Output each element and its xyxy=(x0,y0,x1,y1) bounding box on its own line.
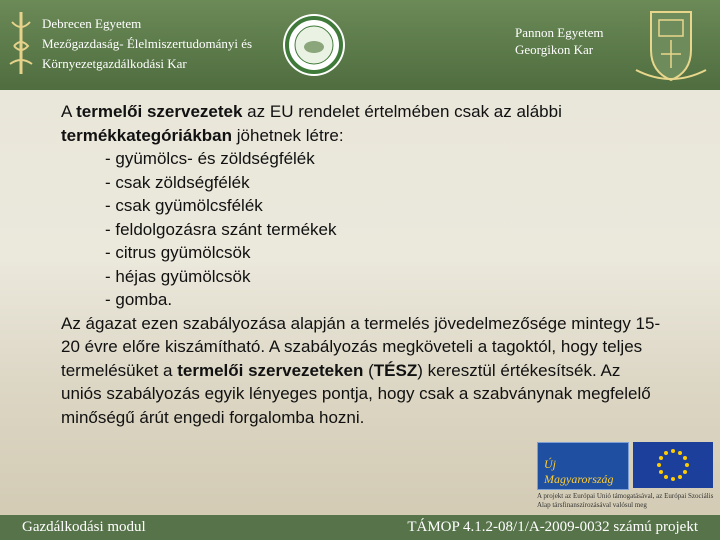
category-item: - gomba. xyxy=(105,290,173,309)
intro-paragraph xyxy=(61,100,661,147)
right-institution-name xyxy=(515,24,603,58)
funding-note: A projekt az Európai Unió támogatásával, az Európai Szociális Alap társfinanszírozásával valósul meg xyxy=(537,492,714,509)
closing-text: ) keresztül értékesítsék. Az uniós szabályozás egyik lényeges pontja, hogy csak a szabványnak megfelelő minőségű árút engedi forgalomba hozni. xyxy=(61,360,651,427)
uj-magyarorszag-text: Új Magyarország xyxy=(544,457,614,486)
slide-body xyxy=(61,100,661,429)
left-institution-line: Debrecen Egyetem xyxy=(42,16,142,31)
category-item: - héjas gyümölcsök xyxy=(105,266,251,286)
category-item: - csak zöldségfélék xyxy=(105,172,250,192)
closing-text: ( xyxy=(363,360,374,380)
closing-paragraph xyxy=(61,312,661,430)
intro-text: A xyxy=(61,102,77,121)
uj-magyarorszag-logo xyxy=(537,442,629,490)
category-item: - citrus gyümölcsök xyxy=(105,243,251,262)
intro-text: az EU rendelet értelmében csak az alábbi xyxy=(242,102,562,121)
closing-bold-text: TÉSZ xyxy=(373,360,418,380)
left-institution-line: Környezetgazdálkodási Kar xyxy=(42,56,187,71)
intro-bold-text: termékkategóriákban xyxy=(61,125,233,145)
faculty-seal-icon xyxy=(281,12,347,78)
left-institution-name xyxy=(42,14,252,74)
closing-bold-text: termelői szervezeteken xyxy=(177,360,364,380)
right-institution-line: Pannon Egyetem xyxy=(515,25,604,40)
category-item: - csak gyümölcsfélék xyxy=(105,196,263,215)
funding-logos xyxy=(537,442,715,512)
eu-flag-icon xyxy=(633,442,713,488)
intro-bold-text: termelői szervezetek xyxy=(76,102,243,121)
intro-text: jöhetnek létre: xyxy=(232,125,344,145)
footer-bar xyxy=(0,515,720,540)
georgikon-crest-icon xyxy=(626,6,716,84)
university-logo-icon xyxy=(6,8,36,78)
category-list xyxy=(61,147,661,312)
category-item: - gyümölcs- és zöldségfélék xyxy=(105,149,315,168)
footer-module-label: Gazdálkodási modul xyxy=(22,519,146,535)
footer-project-label: TÁMOP 4.1.2-08/1/A-2009-0032 számú projekt xyxy=(407,519,698,535)
category-item: - feldolgozásra szánt termékek xyxy=(105,219,337,239)
right-institution-line: Georgikon Kar xyxy=(515,42,594,57)
left-institution-line: Mezőgazdaság- Élelmiszertudományi és xyxy=(42,36,253,51)
header-bar xyxy=(0,0,720,90)
closing-text: Az ágazat ezen szabályozása alapján a termelés jövedelmezősége mintegy 15-20 évre előre kiszámítható. A szabályozás megköveteli a tagoktól, hogy teljes termelésüket a xyxy=(61,313,661,380)
